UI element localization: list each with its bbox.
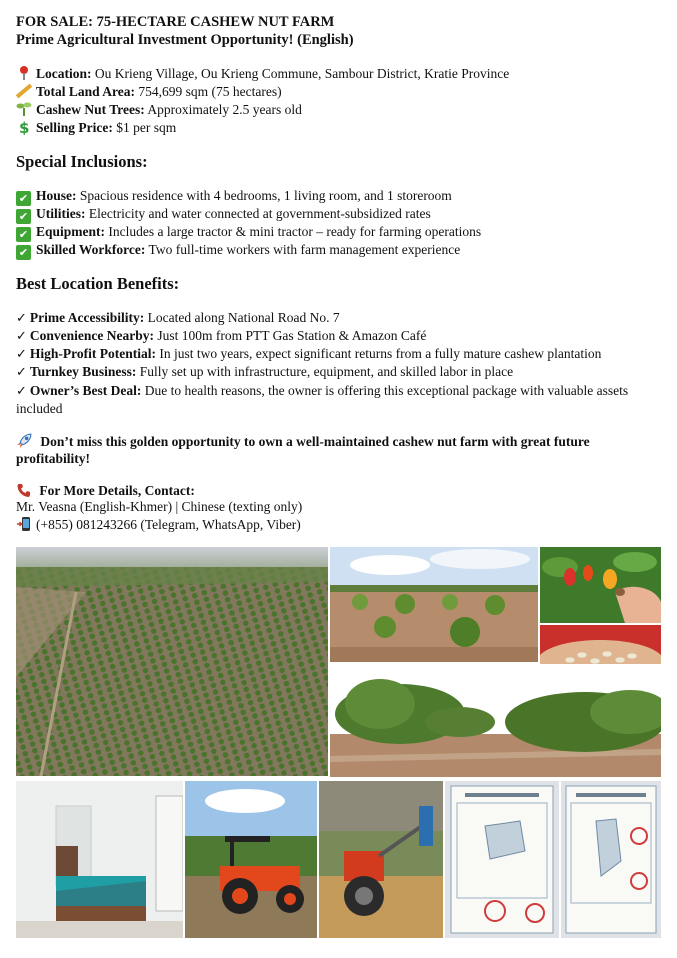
benefit-label: Convenience Nearby:	[29, 328, 155, 343]
benefit-turnkey	[16, 363, 513, 382]
fact-area	[16, 83, 282, 101]
fact-label: Selling Price:	[36, 120, 113, 135]
inclusion-label: Skilled Workforce:	[36, 242, 146, 257]
checkmark-icon: ✓	[16, 329, 27, 344]
benefit-accessibility	[16, 309, 340, 328]
inclusion-equipment	[16, 223, 481, 242]
seedling-icon	[16, 101, 32, 117]
contact-phone-row	[16, 516, 301, 534]
fact-label: Cashew Nut Trees:	[36, 102, 145, 117]
callout-text: Don’t miss this golden opportunity to own a well-maintained cashew nut farm with great future profitability!	[16, 434, 590, 466]
cashew-rows-photo	[330, 664, 661, 777]
phone-icon	[16, 482, 32, 498]
rocket-icon	[16, 432, 33, 449]
checkmark-icon: ✓	[16, 365, 27, 380]
callout	[16, 432, 636, 467]
land-title-document-1	[445, 781, 559, 938]
benefit-value: Due to health reasons, the owner is offering this exceptional package with valuable assets included	[16, 383, 629, 416]
benefit-profit	[16, 345, 601, 364]
page-subtitle: Prime Agricultural Investment Opportunity! (English)	[16, 32, 354, 48]
benefit-value: Located along National Road No. 7	[147, 310, 340, 325]
inclusion-house	[16, 187, 452, 206]
mini-tractor-photo	[319, 781, 443, 938]
fact-price	[16, 119, 176, 137]
contact-heading: For More Details, Contact:	[39, 483, 195, 498]
inclusion-value: Two full-time workers with farm management experience	[148, 242, 461, 257]
benefit-value: Fully set up with infrastructure, equipment, and skilled labor in place	[139, 364, 514, 379]
benefit-convenience	[16, 327, 426, 346]
benefit-owner-deal	[16, 382, 661, 417]
fact-value: Ou Krieng Village, Ou Krieng Commune, Sambour District, Kratie Province	[94, 66, 510, 81]
mobile-phone-icon	[16, 516, 32, 532]
dollar-icon	[16, 119, 32, 135]
aerial-farm-photo	[16, 547, 328, 776]
checkmark-icon: ✓	[16, 347, 27, 362]
checkmark-icon: ✓	[16, 384, 27, 399]
inclusion-label: Equipment:	[36, 224, 106, 239]
fact-value: 754,699 sqm (75 hectares)	[138, 84, 282, 99]
contact-phone: (+855) 081243266 (Telegram, WhatsApp, Viber)	[36, 517, 301, 532]
checkmark-icon: ✓	[16, 311, 27, 326]
benefit-value: In just two years, expect significant returns from a fully mature cashew plantation	[159, 346, 602, 361]
inclusion-value: Spacious residence with 4 bedrooms, 1 living room, and 1 storeroom	[79, 188, 452, 203]
fact-label: Location:	[36, 66, 92, 81]
bedroom-photo	[16, 781, 183, 938]
large-tractor-photo	[185, 781, 317, 938]
fact-trees	[16, 101, 302, 119]
check-icon: ✔	[16, 227, 31, 242]
inclusion-value: Electricity and water connected at government-subsidized rates	[88, 206, 431, 221]
page-title: FOR SALE: 75-HECTARE CASHEW NUT FARM	[16, 14, 335, 30]
ruler-icon	[16, 83, 32, 99]
inclusions-heading: Special Inclusions:	[16, 152, 148, 171]
svg-text:$: $	[19, 119, 30, 135]
benefits-heading: Best Location Benefits:	[16, 274, 180, 293]
inclusion-utilities	[16, 205, 431, 224]
cashew-fruit-photo	[540, 547, 661, 623]
benefit-value: Just 100m from PTT Gas Station & Amazon Café	[157, 328, 427, 343]
inclusion-workforce	[16, 241, 460, 260]
fact-location	[16, 65, 509, 83]
fact-value: Approximately 2.5 years old	[147, 102, 302, 117]
inclusion-value: Includes a large tractor & mini tractor – ready for farming operations	[108, 224, 482, 239]
benefit-label: Prime Accessibility:	[29, 310, 145, 325]
inclusion-label: Utilities:	[36, 206, 86, 221]
fact-label: Total Land Area:	[36, 84, 136, 99]
check-icon: ✔	[16, 245, 31, 260]
check-icon: ✔	[16, 191, 31, 206]
benefit-label: Turnkey Business:	[29, 364, 137, 379]
land-title-document-2	[561, 781, 661, 938]
young-trees-photo	[330, 547, 538, 662]
benefit-label: High-Profit Potential:	[29, 346, 157, 361]
benefit-label: Owner’s Best Deal:	[29, 383, 142, 398]
fact-value: $1 per sqm	[116, 120, 177, 135]
check-icon: ✔	[16, 209, 31, 224]
inclusion-label: House:	[36, 188, 77, 203]
pin-icon	[16, 65, 32, 81]
contact-name: Mr. Veasna (English-Khmer) | Chinese (texting only)	[16, 499, 303, 514]
